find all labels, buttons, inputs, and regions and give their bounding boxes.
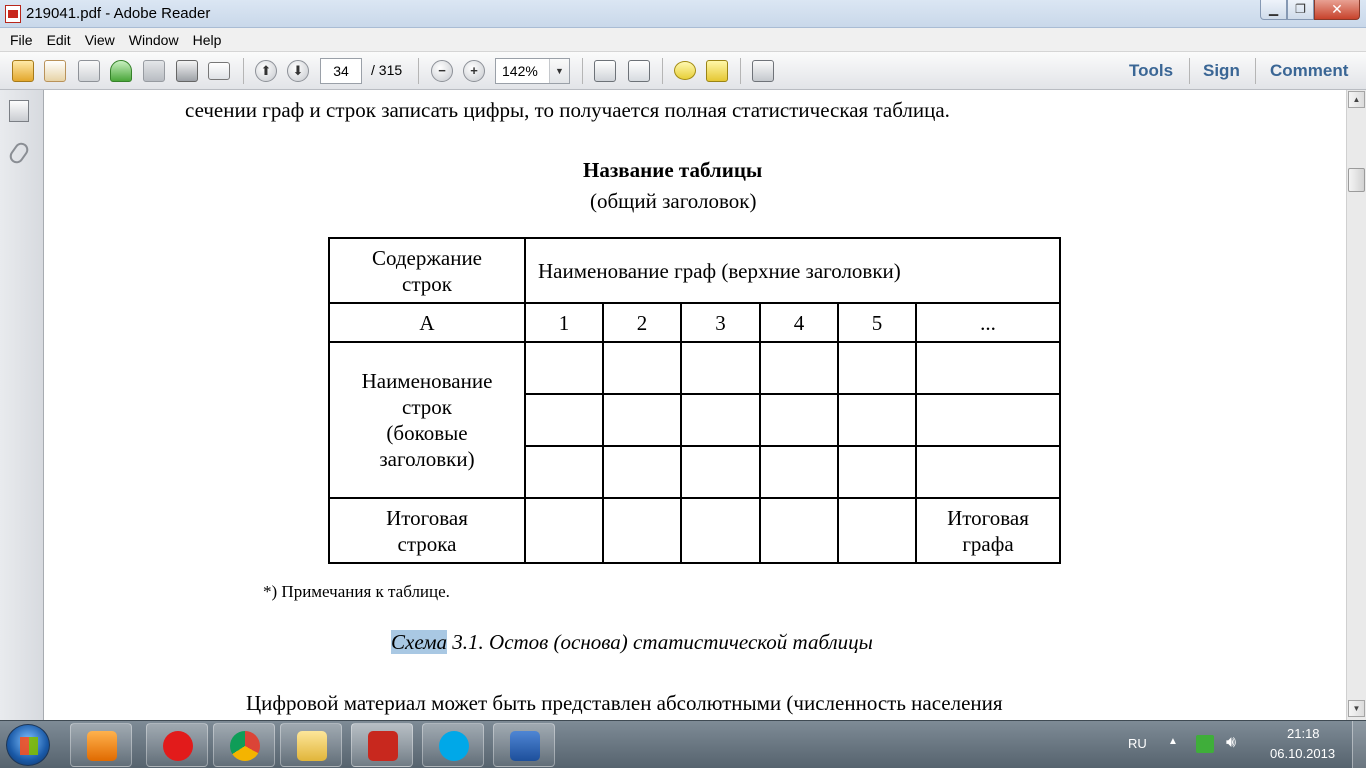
rows-label-line: заголовки) [379, 447, 475, 471]
tools-button[interactable]: Tools [1129, 61, 1174, 80]
previous-page-button[interactable]: ⬆ [255, 60, 277, 82]
toolbar-separator [418, 58, 419, 84]
table-footnote: *) Примечания к таблице. [263, 582, 450, 601]
scroll-down-button[interactable]: ▼ [1348, 700, 1365, 717]
menu-help[interactable]: Help [192, 31, 222, 48]
language-indicator[interactable]: RU [1128, 736, 1147, 751]
volume-icon[interactable]: 🔊︎ [1226, 734, 1237, 751]
upload-cloud-icon[interactable] [110, 60, 132, 82]
body-text-line: сечении граф и строк записать цифры, то получается полная статистическая таблица. [185, 98, 950, 122]
table-title: Название таблицы [583, 158, 763, 182]
media-player-icon [87, 731, 117, 761]
numbering-cell: 1 [525, 303, 603, 342]
combine-files-icon[interactable] [44, 60, 66, 82]
table-cell [916, 394, 1060, 446]
document-view[interactable] [44, 90, 1346, 720]
toolbar-separator [1255, 58, 1256, 84]
taskbar-skype[interactable] [422, 723, 484, 767]
total-col-line: графа [962, 531, 1014, 556]
taskbar-media-player[interactable] [70, 723, 132, 767]
rows-label-line: (боковые [386, 421, 468, 445]
table-cell [760, 498, 838, 563]
zoom-in-button[interactable]: + [463, 60, 485, 82]
header-left-line: строк [402, 271, 452, 296]
comment-bubble-icon[interactable] [674, 61, 696, 80]
total-row-label [329, 498, 525, 563]
table-cell [838, 498, 916, 563]
numbering-cell: 5 [838, 303, 916, 342]
menu-bar [0, 28, 1366, 52]
numbering-cell: 3 [681, 303, 760, 342]
maximize-button[interactable]: ❐ [1287, 0, 1314, 20]
table-cell [603, 394, 681, 446]
menu-file[interactable]: File [10, 31, 33, 48]
menu-view[interactable]: View [84, 31, 115, 48]
sign-button[interactable]: Sign [1203, 61, 1240, 80]
edit-document-icon[interactable] [78, 60, 100, 82]
close-button[interactable]: ✕ [1314, 0, 1360, 20]
table-cell [681, 446, 760, 498]
taskbar-adobe-reader[interactable] [351, 723, 413, 767]
email-icon[interactable] [208, 62, 230, 80]
table-cell [681, 394, 760, 446]
rows-label-cell [329, 342, 525, 498]
page-thumbnails-icon[interactable] [9, 100, 29, 122]
table-cell [681, 342, 760, 394]
page-number-input[interactable]: 34 [320, 58, 362, 84]
toolbar-separator [740, 58, 741, 84]
yandex-icon [163, 731, 193, 761]
zoom-select[interactable] [495, 58, 570, 84]
page-total: / 315 [371, 62, 403, 78]
selected-text-highlight[interactable]: Схема [391, 630, 448, 654]
network-sync-icon[interactable] [1196, 735, 1214, 753]
total-row-line: Итоговая [386, 505, 468, 530]
numbering-cell: А [329, 303, 525, 342]
fit-page-icon[interactable] [594, 60, 616, 82]
statistical-table-skeleton [328, 237, 1061, 564]
table-cell [525, 394, 603, 446]
menu-edit[interactable]: Edit [46, 31, 71, 48]
table-cell [603, 446, 681, 498]
highlight-text-icon[interactable] [706, 60, 728, 82]
adobe-reader-icon [5, 5, 21, 23]
table-cell [760, 394, 838, 446]
header-columns-title: Наименование граф (верхние заголовки) [525, 238, 1060, 303]
numbering-cell: 2 [603, 303, 681, 342]
table-cell [603, 498, 681, 563]
table-cell [603, 342, 681, 394]
start-button[interactable] [6, 724, 50, 766]
clock-time[interactable]: 21:18 [1287, 726, 1320, 741]
full-screen-icon[interactable] [752, 60, 774, 82]
taskbar-word[interactable] [493, 723, 555, 767]
clock-date[interactable]: 06.10.2013 [1270, 746, 1336, 761]
paperclip-attachments-icon[interactable] [7, 140, 31, 166]
zoom-value: 142% [502, 63, 538, 79]
show-hidden-icons-icon[interactable]: ▲ [1168, 736, 1178, 747]
scroll-up-button[interactable]: ▲ [1348, 91, 1365, 108]
table-cell [525, 498, 603, 563]
rows-label-line: Наименование [361, 369, 493, 393]
taskbar [0, 720, 1366, 768]
folder-icon [297, 731, 327, 761]
total-row-line: строка [397, 531, 457, 556]
save-icon[interactable] [143, 60, 165, 82]
taskbar-yandex-browser[interactable] [146, 723, 208, 767]
taskbar-explorer[interactable] [280, 723, 342, 767]
toolbar-separator [582, 58, 583, 84]
total-column-label [916, 498, 1060, 563]
toolbar-separator [1189, 58, 1190, 84]
table-cell [838, 394, 916, 446]
window-controls [1260, 0, 1360, 20]
word-icon [510, 731, 540, 761]
table-cell [760, 446, 838, 498]
table-cell [525, 342, 603, 394]
rows-label-line: строк [402, 395, 452, 419]
next-page-button[interactable]: ⬇ [287, 60, 309, 82]
navigation-pane [0, 90, 44, 720]
table-cell [838, 342, 916, 394]
body-text-line: Цифровой материал может быть представлен абсолютными (численность населения [246, 691, 1003, 715]
table-cell [838, 446, 916, 498]
header-left-line: Содержание [371, 245, 483, 270]
chevron-down-icon[interactable]: ▼ [549, 59, 569, 83]
window-title: 219041.pdf - Adobe Reader [26, 5, 211, 22]
menu-window[interactable]: Window [128, 31, 179, 48]
zoom-out-button[interactable]: − [431, 60, 453, 82]
scheme-caption-rest: 3.1. Остов (основа) статистической таблицы [447, 630, 873, 654]
adobe-reader-icon [368, 731, 398, 761]
create-pdf-icon[interactable] [12, 60, 34, 82]
fit-width-icon[interactable] [628, 60, 650, 82]
numbering-cell: ... [916, 303, 1060, 342]
table-subtitle: (общий заголовок) [590, 189, 757, 213]
scroll-thumb[interactable] [1348, 168, 1365, 192]
vertical-scrollbar[interactable] [1346, 90, 1366, 720]
show-desktop-button[interactable] [1352, 721, 1366, 768]
header-rows-content [329, 238, 525, 303]
table-cell [525, 446, 603, 498]
table-cell [681, 498, 760, 563]
table-cell [916, 342, 1060, 394]
numbering-cell: 4 [760, 303, 838, 342]
print-icon[interactable] [176, 60, 198, 82]
minimize-button[interactable]: ▁ [1260, 0, 1287, 20]
total-col-line: Итоговая [947, 505, 1029, 530]
toolbar-separator [662, 58, 663, 84]
chrome-icon [230, 731, 260, 761]
table-cell [760, 342, 838, 394]
toolbar-separator [243, 58, 244, 84]
scheme-caption [391, 630, 873, 655]
taskbar-chrome[interactable] [213, 723, 275, 767]
table-cell [916, 446, 1060, 498]
skype-icon [439, 731, 469, 761]
comment-button[interactable]: Comment [1270, 61, 1349, 80]
title-bar [0, 0, 1366, 28]
